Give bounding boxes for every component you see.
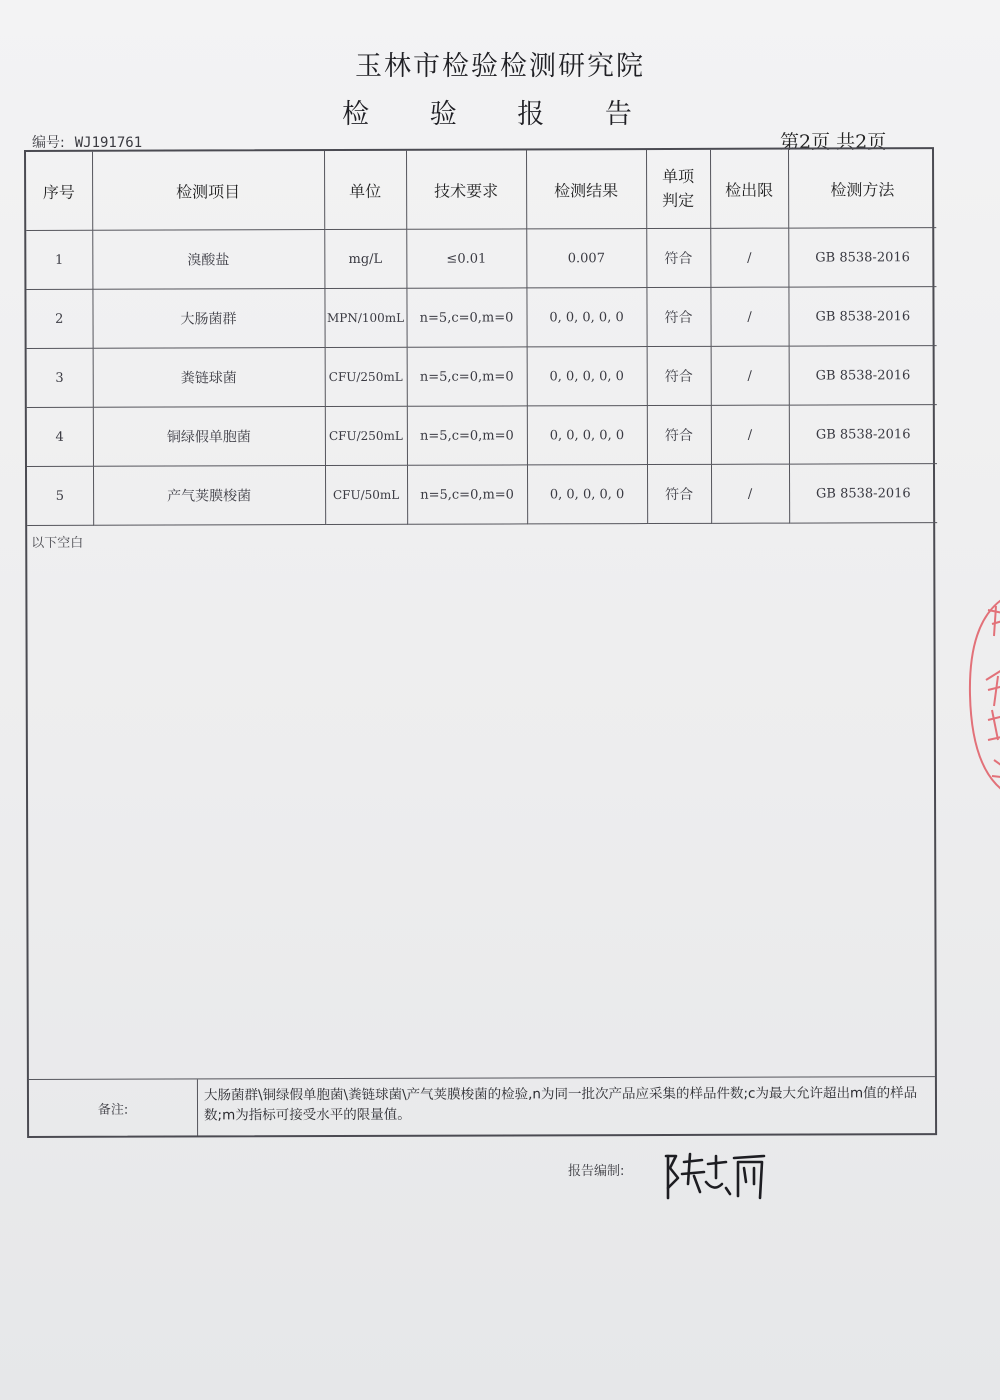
test-item: 溴酸盐 [92,230,324,290]
detection-limit: / [711,405,789,464]
test-item: 大肠菌群 [92,289,324,349]
result: 0.007 [526,229,646,288]
column-header: 单项判定 [646,150,710,229]
results-table [26,149,937,526]
judgement: 符合 [647,405,711,464]
test-item: 粪链球菌 [93,348,325,408]
table-row [27,346,937,408]
test-method: GB 8538-2016 [788,287,936,346]
requirement: n=5,c=0,m=0 [407,347,527,406]
handwritten-signature [660,1148,770,1204]
results-table-frame [24,147,937,1138]
table-row [26,228,936,290]
institution-title: 玉林市检验检测研究院 [355,51,645,82]
column-header: 检测项目 [92,151,324,230]
row-number: 2 [26,289,92,348]
column-header: 序号 [26,152,92,231]
judgement: 符合 [646,287,710,346]
result: 0, 0, 0, 0, 0 [526,288,646,347]
requirement: n=5,c=0,m=0 [407,465,527,524]
compiler-label: 报告编制: [568,1164,625,1179]
detection-limit: / [711,464,789,523]
detection-limit: / [710,228,788,287]
result: 0, 0, 0, 0, 0 [527,465,647,524]
judgement: 符合 [647,346,711,405]
judgement: 符合 [646,228,710,287]
table-row [27,405,937,467]
test-method: GB 8538-2016 [789,405,937,464]
unit: MPN/100mL [324,288,406,347]
test-item: 产气荚膜梭菌 [93,466,325,526]
column-header: 检测方法 [788,149,936,228]
requirement: ≤0.01 [406,229,526,288]
column-header: 单位 [324,151,406,230]
unit: CFU/250mL [325,347,407,406]
requirement: n=5,c=0,m=0 [407,406,527,465]
remarks-text: 大肠菌群\铜绿假单胞菌\粪链球菌\产气荚膜梭菌的检验,n为同一批次产品应采集的样品件数;c为最大允许超出m值的样品数;m为指标可接受水平的限量值。 [203,1085,918,1124]
detection-limit: / [710,287,788,346]
report-title: 检 验 报 告 [342,99,658,130]
report-number-label: 编号: [32,135,65,151]
test-method: GB 8538-2016 [789,346,937,405]
detection-limit: / [711,346,789,405]
table-row [27,464,937,526]
row-number: 4 [27,407,93,466]
column-header: 检出限 [710,150,788,229]
remarks-row [29,1076,935,1136]
unit: CFU/250mL [325,406,407,465]
column-header: 检测结果 [526,150,646,229]
test-method: GB 8538-2016 [789,464,937,523]
test-method: GB 8538-2016 [788,228,936,287]
row-number: 3 [27,348,93,407]
page-info: 第2页 共2页 [780,131,887,153]
test-item: 铜绿假单胞菌 [93,407,325,467]
requirement: n=5,c=0,m=0 [406,288,526,347]
result: 0, 0, 0, 0, 0 [527,406,647,465]
table-header-row [26,149,936,230]
remarks-label: 备注: [29,1079,198,1136]
red-seal-stamp [958,590,1000,800]
unit: CFU/50mL [325,465,407,524]
unit: mg/L [324,229,406,288]
report-number-value: WJ191761 [74,135,143,151]
row-number: 5 [27,466,93,525]
blank-below-note: 以下空白 [31,535,84,551]
column-header: 技术要求 [406,150,526,229]
table-row [26,287,936,349]
judgement: 符合 [647,464,711,523]
result: 0, 0, 0, 0, 0 [527,347,647,406]
row-number: 1 [26,230,92,289]
